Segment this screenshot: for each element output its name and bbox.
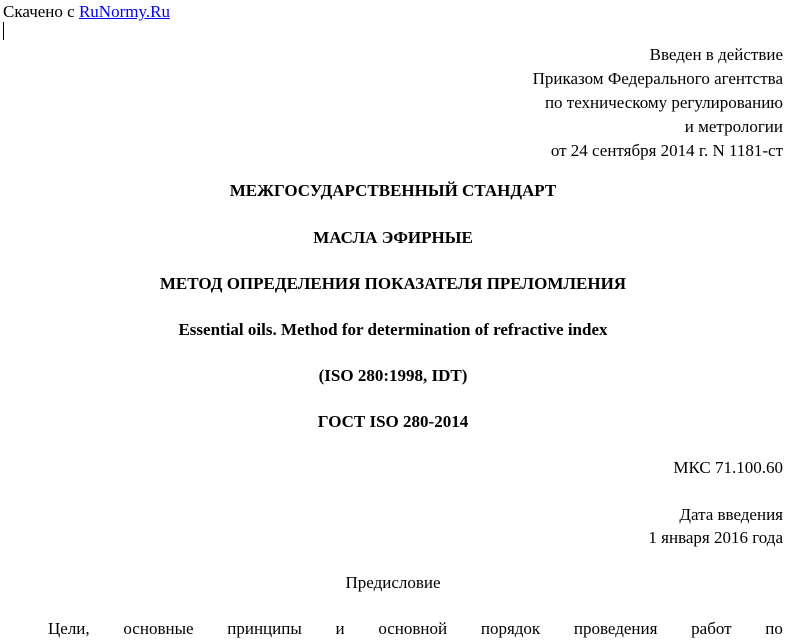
enactment-line: по техническому регулированию (544, 93, 783, 112)
enactment-line: Приказом Федерального агентства (532, 69, 783, 88)
mks-code: МКС 71.100.60 (673, 458, 783, 477)
text-cursor (3, 22, 4, 40)
download-source-prefix: Скачено с (3, 2, 79, 21)
enactment-line: и метрологии (684, 117, 783, 136)
introduction-date-label: Дата введения (679, 505, 783, 524)
enactment-line: Введен в действие (649, 45, 783, 64)
download-source-line (3, 0, 170, 24)
subject-heading: МАСЛА ЭФИРНЫЕ (313, 228, 473, 247)
word: Цели, (48, 619, 90, 638)
english-title: Essential oils. Method for determination of refractive index (178, 320, 608, 339)
enactment-line: от 24 сентября 2014 г. N 1181-ст (550, 141, 783, 160)
iso-reference: (ISO 280:1998, IDT) (318, 366, 468, 385)
word: принципы (227, 619, 302, 638)
gost-number: ГОСТ ISO 280-2014 (317, 412, 469, 431)
introduction-date-value: 1 января 2016 года (648, 528, 783, 547)
word: и (335, 619, 345, 638)
word: по (765, 619, 783, 638)
word: основной (378, 619, 448, 638)
foreword-heading: Предисловие (345, 573, 441, 592)
word: порядок (480, 619, 541, 638)
runormy-link[interactable]: RuNormy.Ru (78, 2, 170, 21)
enactment-block (533, 43, 783, 163)
word: работ (691, 619, 732, 638)
word: проведения (573, 619, 658, 638)
method-heading: МЕТОД ОПРЕДЕЛЕНИЯ ПОКАЗАТЕЛЯ ПРЕЛОМЛЕНИЯ (159, 274, 627, 293)
foreword-paragraph-first-line (48, 617, 783, 641)
word: основные (123, 619, 194, 638)
standard-type-heading: МЕЖГОСУДАРСТВЕННЫЙ СТАНДАРТ (229, 181, 557, 200)
